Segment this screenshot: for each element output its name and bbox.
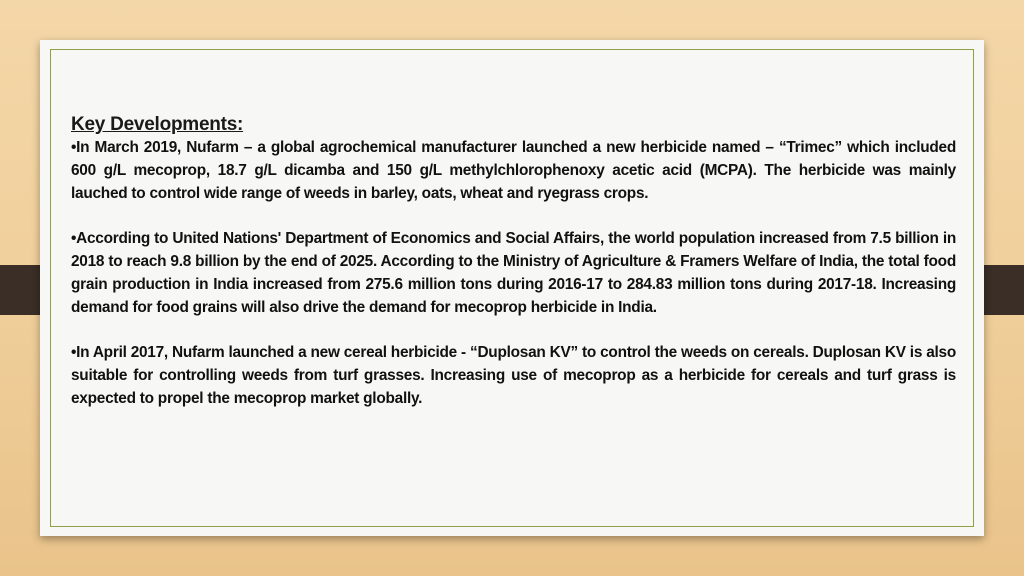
development-paragraph-3: •In April 2017, Nufarm launched a new cereal herbicide - “Duplosan KV” to control the weeds on cereals. Duplosan KV is also suitable for controlling weeds from turf grasses. Increasing use of mecoprop as a herbicide for cereals and turf grass is expected to propel the mecoprop market globally. bbox=[71, 344, 956, 407]
development-paragraph-2: •According to United Nations' Department of Economics and Social Affairs, the world population increased from 7.5 billion in 2018 to reach 9.8 billion by the end of 2025. According to the Ministry of Agriculture & Framers Welfare of India, the total food grain production in India increased from 275.6 million tons during 2016-17 to 284.83 million tons during 2017-18. Increasing demand for food grains will also drive the demand for mecoprop herbicide in India. bbox=[71, 230, 956, 316]
key-developments-heading: Key Developments: bbox=[71, 114, 244, 135]
development-paragraph-1: •In March 2019, Nufarm – a global agrochemical manufacturer launched a new herbicide named – “Trimec” which included 600 g/L mecoprop, 18.7 g/L dicamba and 150 g/L methylchlorophenoxy acetic acid (MCPA). The herbicide was mainly lauched to control wide range of weeds in barley, oats, wheat and ryegrass crops. bbox=[71, 139, 956, 202]
slide-content bbox=[71, 113, 956, 411]
